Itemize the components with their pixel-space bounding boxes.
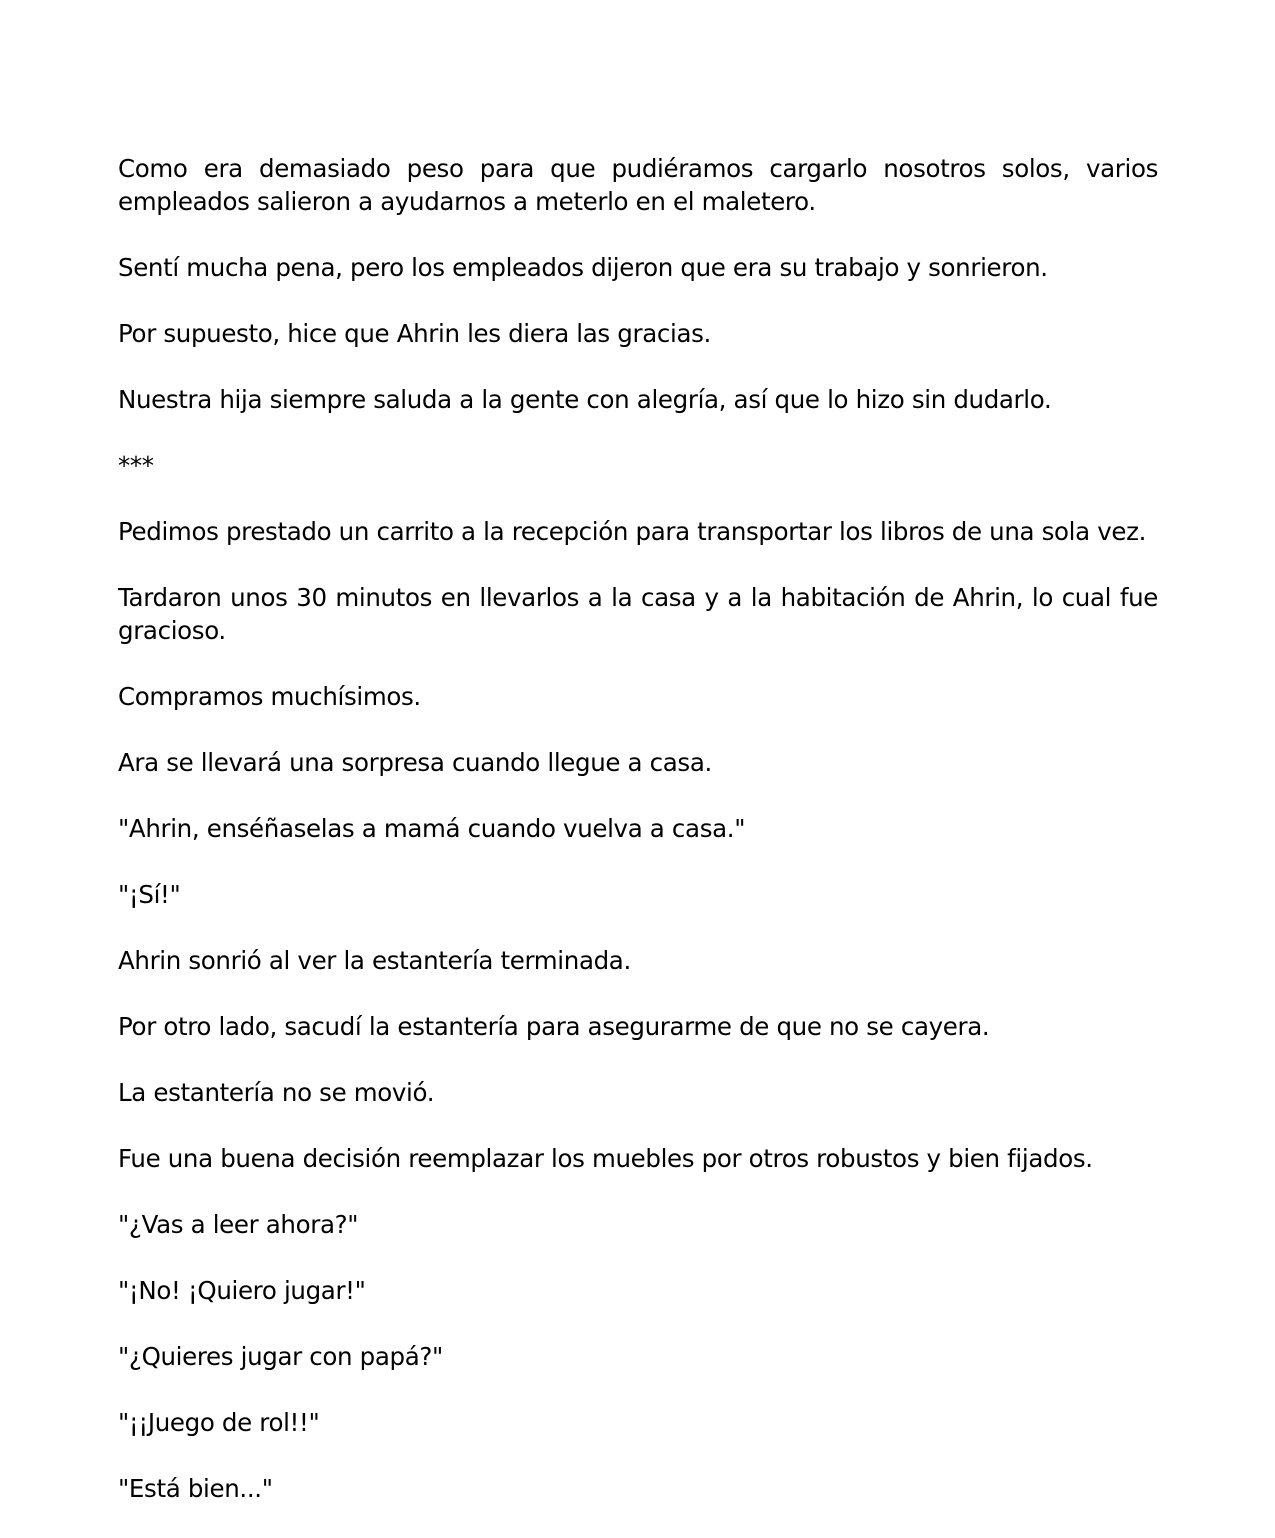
paragraph: Como era demasiado peso para que pudiéramos cargarlo nosotros solos, varios empleados salieron a ayudarnos a meterlo en el maletero. — [118, 154, 1158, 216]
paragraph: Compramos muchísimos. — [118, 682, 421, 711]
document-page — [118, 152, 1158, 1538]
paragraph: Sentí mucha pena, pero los empleados dijeron que era su trabajo y sonrieron. — [118, 253, 1048, 282]
dialogue-line: "¡¡Juego de rol!!" — [118, 1408, 320, 1437]
dialogue-line: "¡No! ¡Quiero jugar!" — [118, 1276, 366, 1305]
dialogue-line: "Ahrin, enséñaselas a mamá cuando vuelva a casa." — [118, 814, 746, 843]
paragraph: Nuestra hija siempre saluda a la gente con alegría, así que lo hizo sin dudarlo. — [118, 385, 1052, 414]
paragraph: La estantería no se movió. — [118, 1078, 435, 1107]
dialogue-line: "¿Quieres jugar con papá?" — [118, 1342, 443, 1371]
paragraph: Por otro lado, sacudí la estantería para asegurarme de que no se cayera. — [118, 1012, 990, 1041]
paragraph: Fue una buena decisión reemplazar los muebles por otros robustos y bien fijados. — [118, 1144, 1093, 1173]
dialogue-line: "Está bien..." — [118, 1474, 273, 1503]
paragraph: Ara se llevará una sorpresa cuando llegue a casa. — [118, 748, 712, 777]
dialogue-line: "¡Sí!" — [118, 880, 181, 909]
paragraph: Ahrin sonrió al ver la estantería terminada. — [118, 946, 631, 975]
paragraph: Tardaron unos 30 minutos en llevarlos a la casa y a la habitación de Ahrin, lo cual fue gracioso. — [118, 583, 1158, 645]
scene-break: *** — [118, 451, 154, 480]
paragraph: Pedimos prestado un carrito a la recepción para transportar los libros de una sola vez. — [118, 517, 1147, 546]
dialogue-line: "¿Vas a leer ahora?" — [118, 1210, 359, 1239]
paragraph: Por supuesto, hice que Ahrin les diera las gracias. — [118, 319, 711, 348]
